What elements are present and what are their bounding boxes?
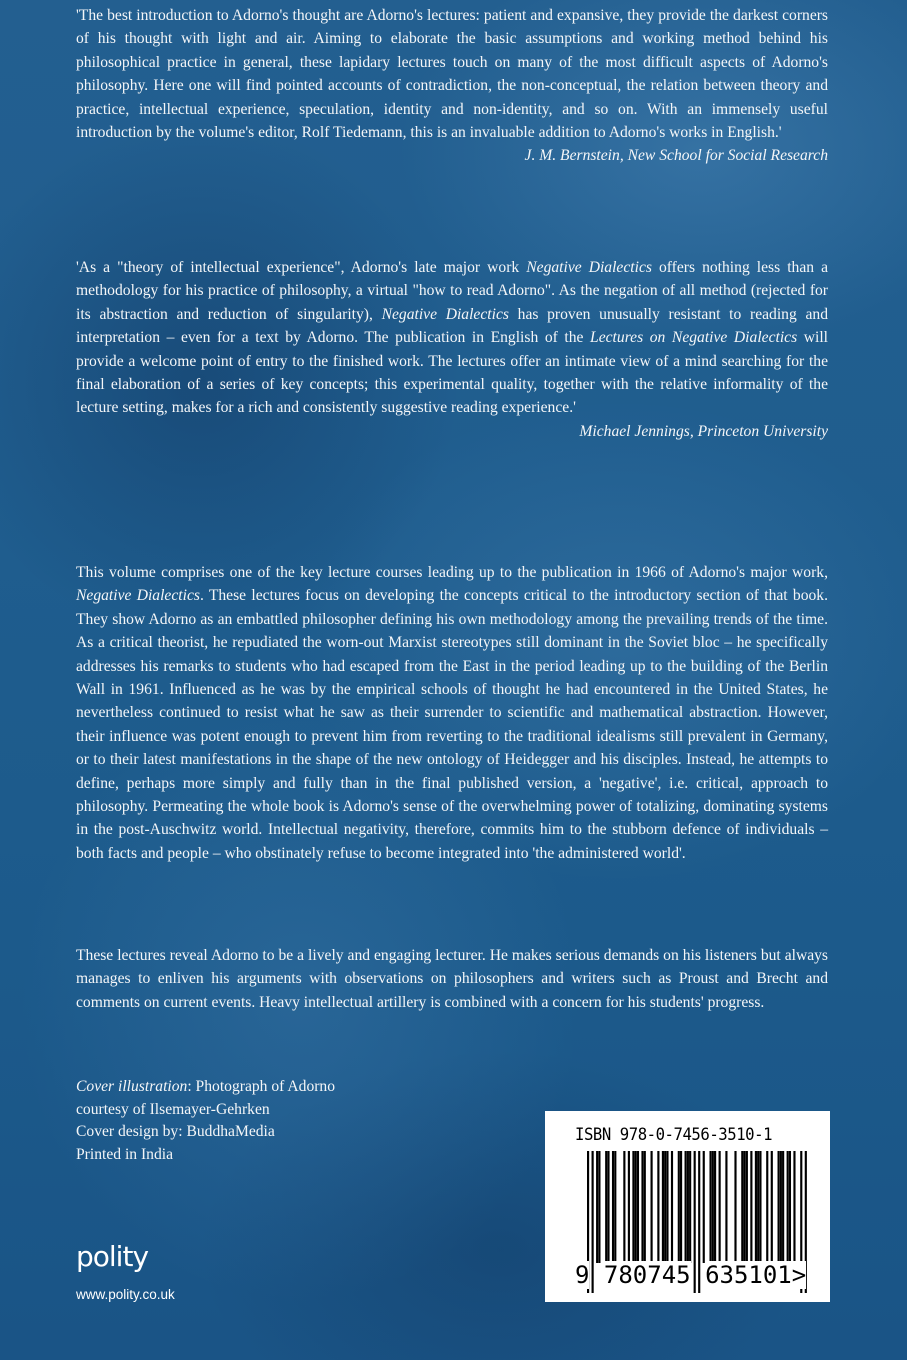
barcode-bar — [787, 1151, 789, 1263]
barcode-bar — [687, 1151, 689, 1263]
quote-text: 'The best introduction to Adorno's thought are Adorno's lectures: patient and expansive, they provide the darkest corners of his thought with light and air. Aiming to elaborate the basic assumptions and working method behind his philosophical practice in general, these lapidary lectures touch on many of the most difficult aspects of Adorno's philosophy. Here one will find pointed accounts of contradiction, the non-conceptual, the relation between theory and practice, intellectual experience, speculation, identity and non-identity, and so on. With an immensely useful introduction by the volume's editor, Rolf Tiedemann, this is an invaluable addition to Adorno's works in English.' — [76, 7, 828, 142]
barcode-bar — [793, 1151, 795, 1263]
barcode-bar — [725, 1151, 727, 1263]
credit-printed: Printed in India — [76, 1145, 174, 1163]
barcode-bar — [778, 1151, 780, 1263]
barcode-bar — [782, 1151, 784, 1263]
barcode-bar — [709, 1151, 711, 1263]
barcode-digits — [575, 1261, 806, 1289]
quote-bernstein — [76, 4, 828, 168]
barcode-group-1: 780745 — [603, 1261, 691, 1289]
barcode-bar — [743, 1151, 745, 1263]
barcode-bar — [734, 1151, 736, 1263]
credit-line: courtesy of Ilsemayer-Gehrken — [76, 1100, 270, 1118]
barcode-bar — [741, 1151, 743, 1263]
quote-attribution: J. M. Bernstein, New School for Social Research — [524, 147, 828, 165]
barcode-bar — [651, 1151, 653, 1263]
barcode-bar — [662, 1151, 664, 1263]
credit-design: Cover design by: BuddhaMedia — [76, 1123, 275, 1140]
barcode-bar — [635, 1151, 637, 1263]
barcode-bar — [632, 1151, 634, 1263]
barcode-bar — [614, 1151, 616, 1263]
book-title: Negative Dialectics — [381, 305, 509, 323]
barcode-bar — [755, 1151, 757, 1263]
text-segment: . These lectures focus on developing the concepts critical to the introductory section of that book. They show Adorno as an embattled philosopher defining his own methodology among the prevailing trends of the time. As a critical theorist, he repudiated the worn-out Marxist stereotypes still dominant in the Soviet bloc – he specifically addresses his remarks to students who had escaped from the East in the period leading up to the building of the Berlin Wall in 1961. Influenced as he was by the empirical schools of thought he had encountered in the United States, he nevertheless continued to resist what he saw as their surrender to scientific and mathematical abstraction. However, their influence was potent enough to prevent him from reverting to the traditional idealisms still prevalent in Germany, or to their latest manifestations in the shape of the new ontology of Heidegger and his disciples. Instead, he attempts to define, perhaps more simply and fully than in the final published version, a 'negative', i.e. critical, approach to philosophy. Permeating the whole book is Adorno's sense of the overwhelming power of totalizing, dominating systems in the post-Auschwitz world. Intellectual negativity, therefore, commits him to the stubborn defence of individuals – both facts and people – who obstinately refuse to become integrated into 'the administered world'. — [76, 587, 828, 862]
barcode-first-digit: 9 — [575, 1261, 590, 1289]
barcode-bar — [666, 1151, 668, 1263]
barcode-bar — [714, 1151, 716, 1263]
description-paragraph-2 — [76, 944, 828, 1014]
book-title: Negative Dialectics — [526, 259, 652, 276]
text-segment: offers nothing less than a methodology for his practice of philosophy, a virtual "how to read Adorno". As the negation of all method (rejected for its abstraction and reduction of singularity), — [76, 259, 829, 323]
text-segment: has proven unusually resistant to reading and interpretation – even for a text by Adorno. The publication in English of the — [76, 305, 828, 347]
book-title: Lectures on Negative Dialectics — [590, 329, 798, 347]
isbn-barcode — [545, 1111, 830, 1302]
barcode-bar — [678, 1151, 680, 1263]
barcode-bar — [671, 1151, 673, 1263]
text-segment: 'As a "theory of intellectual experience", Adorno's late major work — [76, 259, 527, 276]
barcode-bar — [596, 1151, 598, 1263]
barcode-bar — [680, 1151, 682, 1263]
text-segment: This volume comprises one of the key lecture courses leading up to the publication in 1966 of Adorno's major work, — [76, 564, 828, 581]
barcode-group-2: 635101 — [705, 1261, 792, 1289]
barcode-bar — [780, 1151, 782, 1263]
barcode-bar — [712, 1151, 714, 1263]
barcode-bar — [771, 1151, 773, 1263]
credits — [76, 1076, 335, 1166]
barcode-bar — [605, 1151, 607, 1263]
text-segment: will provide a welcome point of entry to the finished work. The lectures offer an intimate view of a mind searching for the final elaboration of a series of key concepts; this experimental quality, together with the relative informality of the lecture setting, makes for a rich and consistently suggestive reading experience.' — [76, 329, 828, 417]
barcode-bar — [685, 1151, 687, 1263]
paragraph-text: These lectures reveal Adorno to be a lively and engaging lecturer. He makes serious demands on his listeners but always manages to enliven his arguments with observations on philosophers and writers such as Proust and Brecht and comments on current events. Heavy intellectual artillery is combined with a concern for his students' progress. — [76, 947, 828, 1011]
credit-text: : Photograph of Adorno — [187, 1078, 336, 1095]
barcode-bar — [750, 1151, 752, 1263]
isbn-label: ISBN 978-0-7456-3510-1 — [575, 1125, 773, 1145]
barcode-arrow: > — [791, 1261, 807, 1289]
barcode-bar — [766, 1151, 768, 1263]
barcode-bar — [789, 1151, 791, 1263]
barcode-bar — [637, 1151, 639, 1263]
barcode-bar — [641, 1151, 643, 1263]
barcode-bar — [607, 1151, 609, 1263]
barcode-bar — [657, 1151, 659, 1263]
quote-text — [76, 256, 828, 420]
barcode-bar — [644, 1151, 646, 1263]
credit-illustration — [76, 1076, 335, 1099]
description-paragraph-1 — [76, 561, 828, 865]
credit-label: Cover illustration — [76, 1078, 188, 1095]
publisher-url: www.polity.co.uk — [76, 1287, 175, 1302]
barcode-bar — [703, 1151, 705, 1263]
quote-attribution: Michael Jennings, Princeton University — [579, 422, 828, 440]
publisher-logo: polity — [76, 1240, 149, 1273]
barcode-bar — [664, 1151, 666, 1263]
barcode-bar — [598, 1151, 600, 1263]
book-title: Negative Dialectics — [76, 587, 200, 605]
barcode-bar — [757, 1151, 759, 1263]
barcode-bar — [628, 1151, 630, 1263]
barcode-bar — [623, 1151, 625, 1263]
barcode-bar — [719, 1151, 721, 1263]
barcode-bar — [612, 1151, 614, 1263]
quote-jennings — [76, 256, 828, 443]
barcode-bar — [759, 1151, 761, 1263]
barcode-bar — [689, 1151, 691, 1263]
paragraph-text — [76, 561, 828, 865]
barcode-bar — [746, 1151, 748, 1263]
